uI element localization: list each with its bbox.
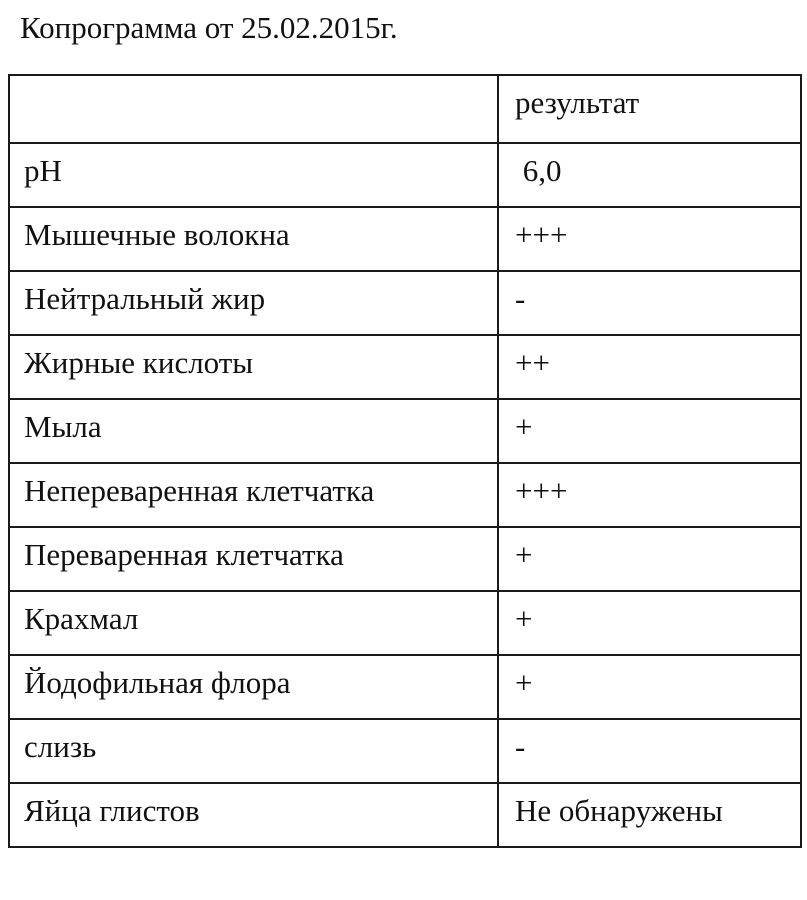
table-header-row xyxy=(9,75,801,143)
table-row xyxy=(9,591,801,655)
result-cell xyxy=(498,463,801,527)
parameter-label: Нейтральный жир xyxy=(24,281,266,316)
parameter-cell xyxy=(9,591,498,655)
parameter-label: pH xyxy=(24,153,62,188)
table-row xyxy=(9,143,801,207)
header-result-label: результат xyxy=(515,85,640,120)
table-row xyxy=(9,271,801,335)
header-result-cell xyxy=(498,75,801,143)
parameter-label: Мыла xyxy=(24,409,102,444)
result-cell xyxy=(498,719,801,783)
result-cell xyxy=(498,399,801,463)
table-row xyxy=(9,655,801,719)
table-row xyxy=(9,335,801,399)
parameter-label: Переваренная клетчатка xyxy=(24,537,344,572)
result-cell xyxy=(498,591,801,655)
parameter-cell xyxy=(9,783,498,847)
table-row xyxy=(9,719,801,783)
parameter-label: Непереваренная клетчатка xyxy=(24,473,375,508)
parameter-cell xyxy=(9,399,498,463)
result-cell xyxy=(498,527,801,591)
result-value: +++ xyxy=(515,217,568,252)
result-value: + xyxy=(515,601,533,636)
table-row xyxy=(9,527,801,591)
table-row xyxy=(9,399,801,463)
result-value: - xyxy=(515,281,526,316)
table-row xyxy=(9,783,801,847)
result-value: + xyxy=(515,409,533,444)
result-value: 6,0 xyxy=(515,153,562,188)
result-cell xyxy=(498,655,801,719)
parameter-cell xyxy=(9,463,498,527)
coprogram-table xyxy=(8,74,802,848)
result-value: + xyxy=(515,665,533,700)
parameter-cell xyxy=(9,143,498,207)
document-title: Копрограмма от 25.02.2015г. xyxy=(20,10,398,45)
table-row xyxy=(9,207,801,271)
result-cell xyxy=(498,783,801,847)
result-cell xyxy=(498,335,801,399)
parameter-label: Мышечные волокна xyxy=(24,217,290,252)
parameter-cell xyxy=(9,271,498,335)
parameter-label: Йодофильная флора xyxy=(24,665,291,700)
header-parameter-cell xyxy=(9,75,498,143)
result-value: +++ xyxy=(515,473,568,508)
parameter-label: Жирные кислоты xyxy=(24,345,254,380)
parameter-cell xyxy=(9,527,498,591)
parameter-cell xyxy=(9,719,498,783)
parameter-label: Крахмал xyxy=(24,601,139,636)
result-cell xyxy=(498,143,801,207)
table-row xyxy=(9,463,801,527)
parameter-label: Яйца глистов xyxy=(24,793,200,828)
result-value: ++ xyxy=(515,345,550,380)
parameter-label: слизь xyxy=(24,729,97,764)
result-value: + xyxy=(515,537,533,572)
result-cell xyxy=(498,207,801,271)
result-value: Не обнаружены xyxy=(515,793,723,828)
parameter-cell xyxy=(9,655,498,719)
result-value: - xyxy=(515,729,526,764)
result-cell xyxy=(498,271,801,335)
parameter-cell xyxy=(9,335,498,399)
parameter-cell xyxy=(9,207,498,271)
